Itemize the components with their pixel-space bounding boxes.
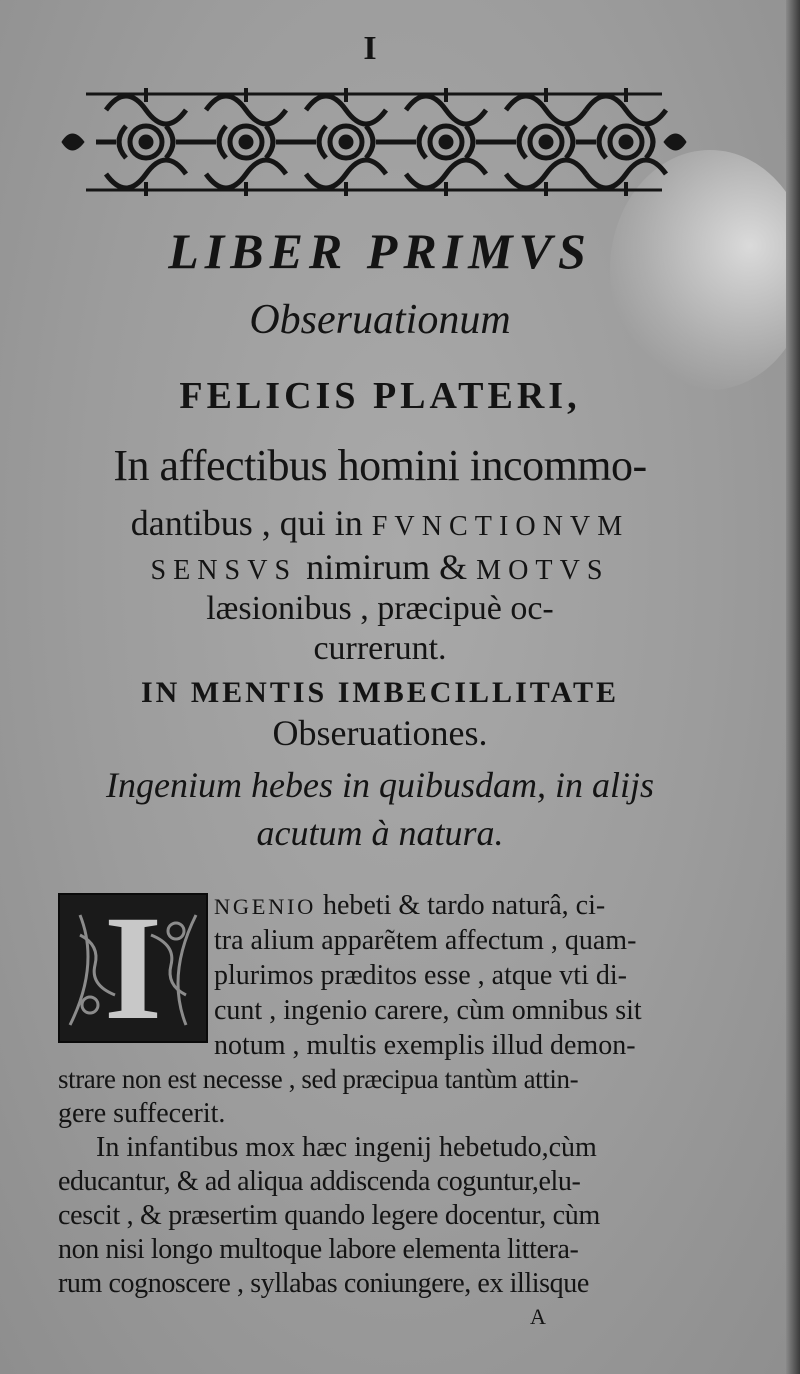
rubric-line-2: acutum à natura. — [256, 813, 504, 853]
decorated-initial — [58, 885, 208, 1051]
body-line-5: notum , multis exemplis illud demon- — [214, 1030, 636, 1061]
title-line-8: currerunt. — [313, 630, 447, 667]
body-line-4: cunt , ingenio carere, cùm omnibus sit — [214, 995, 642, 1026]
body-line-11: non nisi longo multoque labore elementa littera- — [58, 1234, 579, 1265]
body-line-2: tra alium apparẽtem affectum , quam- — [214, 925, 637, 956]
section-title: IN MENTIS IMBECILLITATE — [141, 676, 619, 709]
section-subtitle: Obseruationes. — [272, 713, 488, 753]
initial-letter: I — [103, 885, 163, 1051]
title-sensus: SENSVS — [150, 555, 298, 586]
body-line-6: strare non est necesse , sed præcipua tantùm attin- — [58, 1064, 579, 1094]
body-line-7: gere suffecerit. — [58, 1098, 226, 1129]
title-line-5a: dantibus , qui in — [130, 503, 372, 543]
title-line-6b: nimirum & — [297, 547, 477, 587]
floral-ornament-band — [56, 80, 692, 204]
title-functionum: FVNCTIONVM — [371, 511, 630, 542]
title-line-2: Obseruationum — [249, 297, 511, 343]
body-line-3: plurimos præditos esse , atque vti di- — [214, 960, 627, 991]
title-line-5 — [30, 502, 730, 544]
body-line-1-rest: hebeti & tardo naturâ, ci- — [315, 890, 606, 921]
body-line-8: In infantibus mox hæc ingenij hebetudo,cùm — [96, 1132, 597, 1163]
title-motus: MOTVS — [476, 555, 610, 586]
title-line-4: In affectibus homini incommo- — [113, 441, 647, 490]
page-edge — [786, 0, 800, 1374]
body-line-10: cescit , & præsertim quando legere docentur, cùm — [58, 1200, 600, 1231]
body-line-1 — [214, 890, 605, 922]
title-line-7: læsionibus , præcipuè oc- — [206, 590, 554, 627]
author-name: FELICIS PLATERI, — [179, 375, 581, 417]
body-line-12: rum cognoscere , syllabas coniungere, ex illisque — [58, 1268, 589, 1299]
body-line-1-start: NGENIO — [214, 894, 316, 919]
title-line-6 — [30, 546, 730, 588]
rubric-line-1: Ingenium hebes in quibusdam, in alijs — [106, 765, 654, 805]
folio-number: I — [363, 30, 377, 67]
book-title: LIBER PRIMVS — [168, 223, 592, 279]
body-line-9: educantur, & ad aliqua addiscenda coguntur,elu- — [58, 1166, 581, 1197]
catchword: A — [530, 1304, 546, 1329]
